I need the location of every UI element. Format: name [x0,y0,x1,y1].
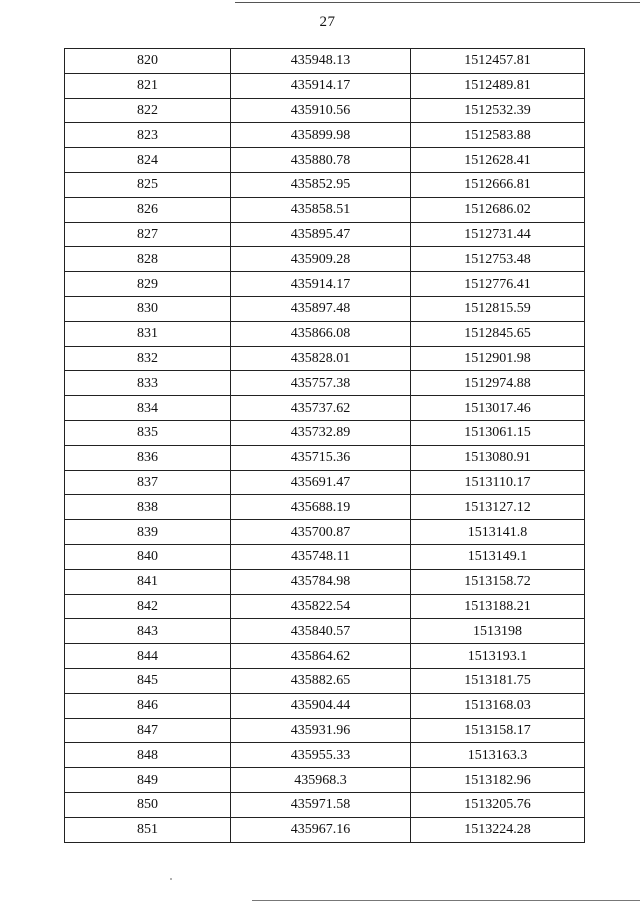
point-number-cell: 841 [65,569,231,594]
table-row [65,668,585,693]
bottom-scan-rule [252,900,640,901]
point-number-cell: 837 [65,470,231,495]
table-row [65,321,585,346]
point-number-cell: 836 [65,445,231,470]
x-coordinate-cell: 435904.44 [231,693,411,718]
table-row [65,445,585,470]
x-coordinate-cell: 435757.38 [231,371,411,396]
point-number-cell: 850 [65,792,231,817]
table-row [65,296,585,321]
table-row [65,49,585,74]
table-row [65,817,585,842]
point-number-cell: 830 [65,296,231,321]
point-number-cell: 846 [65,693,231,718]
x-coordinate-cell: 435852.95 [231,172,411,197]
x-coordinate-cell: 435910.56 [231,98,411,123]
y-coordinate-cell: 1512583.88 [411,123,585,148]
point-number-cell: 844 [65,644,231,669]
table-row [65,222,585,247]
table-row [65,792,585,817]
point-number-cell: 833 [65,371,231,396]
y-coordinate-cell: 1512815.59 [411,296,585,321]
x-coordinate-cell: 435715.36 [231,445,411,470]
x-coordinate-cell: 435882.65 [231,668,411,693]
x-coordinate-cell: 435914.17 [231,73,411,98]
x-coordinate-cell: 435895.47 [231,222,411,247]
point-number-cell: 847 [65,718,231,743]
y-coordinate-cell: 1512731.44 [411,222,585,247]
x-coordinate-cell: 435899.98 [231,123,411,148]
point-number-cell: 829 [65,272,231,297]
table-row [65,247,585,272]
x-coordinate-cell: 435955.33 [231,743,411,768]
table-row [65,718,585,743]
y-coordinate-cell: 1513141.8 [411,520,585,545]
point-number-cell: 828 [65,247,231,272]
x-coordinate-cell: 435858.51 [231,197,411,222]
table-row [65,396,585,421]
point-number-cell: 845 [65,668,231,693]
y-coordinate-cell: 1512753.48 [411,247,585,272]
y-coordinate-cell: 1512666.81 [411,172,585,197]
table-row [65,520,585,545]
y-coordinate-cell: 1513193.1 [411,644,585,669]
coordinates-table [64,48,585,843]
point-number-cell: 848 [65,743,231,768]
table-row [65,619,585,644]
table-row [65,768,585,793]
point-number-cell: 824 [65,148,231,173]
y-coordinate-cell: 1512974.88 [411,371,585,396]
table-row [65,197,585,222]
table-row [65,123,585,148]
table-row [65,594,585,619]
x-coordinate-cell: 435909.28 [231,247,411,272]
y-coordinate-cell: 1513158.17 [411,718,585,743]
scan-speck [170,878,172,880]
x-coordinate-cell: 435967.16 [231,817,411,842]
y-coordinate-cell: 1513205.76 [411,792,585,817]
table-row [65,743,585,768]
x-coordinate-cell: 435732.89 [231,420,411,445]
point-number-cell: 843 [65,619,231,644]
x-coordinate-cell: 435880.78 [231,148,411,173]
y-coordinate-cell: 1512686.02 [411,197,585,222]
y-coordinate-cell: 1512901.98 [411,346,585,371]
point-number-cell: 823 [65,123,231,148]
y-coordinate-cell: 1512776.41 [411,272,585,297]
x-coordinate-cell: 435688.19 [231,495,411,520]
y-coordinate-cell: 1512628.41 [411,148,585,173]
table-row [65,346,585,371]
table-row [65,693,585,718]
y-coordinate-cell: 1513182.96 [411,768,585,793]
point-number-cell: 826 [65,197,231,222]
x-coordinate-cell: 435737.62 [231,396,411,421]
table-row [65,569,585,594]
y-coordinate-cell: 1513110.17 [411,470,585,495]
y-coordinate-cell: 1512489.81 [411,73,585,98]
y-coordinate-cell: 1513181.75 [411,668,585,693]
table-row [65,98,585,123]
point-number-cell: 835 [65,420,231,445]
table-row [65,495,585,520]
top-scan-rule [235,2,640,3]
point-number-cell: 838 [65,495,231,520]
x-coordinate-cell: 435822.54 [231,594,411,619]
y-coordinate-cell: 1513168.03 [411,693,585,718]
point-number-cell: 839 [65,520,231,545]
point-number-cell: 840 [65,544,231,569]
x-coordinate-cell: 435748.11 [231,544,411,569]
point-number-cell: 849 [65,768,231,793]
point-number-cell: 821 [65,73,231,98]
x-coordinate-cell: 435971.58 [231,792,411,817]
table-row [65,420,585,445]
point-number-cell: 822 [65,98,231,123]
x-coordinate-cell: 435931.96 [231,718,411,743]
y-coordinate-cell: 1513224.28 [411,817,585,842]
point-number-cell: 825 [65,172,231,197]
x-coordinate-cell: 435914.17 [231,272,411,297]
y-coordinate-cell: 1513149.1 [411,544,585,569]
table-row [65,272,585,297]
point-number-cell: 842 [65,594,231,619]
point-number-cell: 834 [65,396,231,421]
x-coordinate-cell: 435948.13 [231,49,411,74]
table-row [65,148,585,173]
y-coordinate-cell: 1512457.81 [411,49,585,74]
x-coordinate-cell: 435968.3 [231,768,411,793]
table-row [65,371,585,396]
x-coordinate-cell: 435840.57 [231,619,411,644]
point-number-cell: 831 [65,321,231,346]
point-number-cell: 832 [65,346,231,371]
y-coordinate-cell: 1513158.72 [411,569,585,594]
coordinates-table-body [65,49,585,843]
table-row [65,544,585,569]
table-row [65,172,585,197]
page-number: 27 [319,14,336,30]
y-coordinate-cell: 1513188.21 [411,594,585,619]
y-coordinate-cell: 1513017.46 [411,396,585,421]
point-number-cell: 820 [65,49,231,74]
x-coordinate-cell: 435828.01 [231,346,411,371]
table-row [65,470,585,495]
x-coordinate-cell: 435866.08 [231,321,411,346]
y-coordinate-cell: 1512845.65 [411,321,585,346]
y-coordinate-cell: 1513080.91 [411,445,585,470]
point-number-cell: 827 [65,222,231,247]
x-coordinate-cell: 435864.62 [231,644,411,669]
x-coordinate-cell: 435691.47 [231,470,411,495]
y-coordinate-cell: 1513061.15 [411,420,585,445]
x-coordinate-cell: 435784.98 [231,569,411,594]
table-row [65,73,585,98]
x-coordinate-cell: 435700.87 [231,520,411,545]
y-coordinate-cell: 1513127.12 [411,495,585,520]
y-coordinate-cell: 1513198 [411,619,585,644]
y-coordinate-cell: 1513163.3 [411,743,585,768]
x-coordinate-cell: 435897.48 [231,296,411,321]
table-row [65,644,585,669]
y-coordinate-cell: 1512532.39 [411,98,585,123]
point-number-cell: 851 [65,817,231,842]
